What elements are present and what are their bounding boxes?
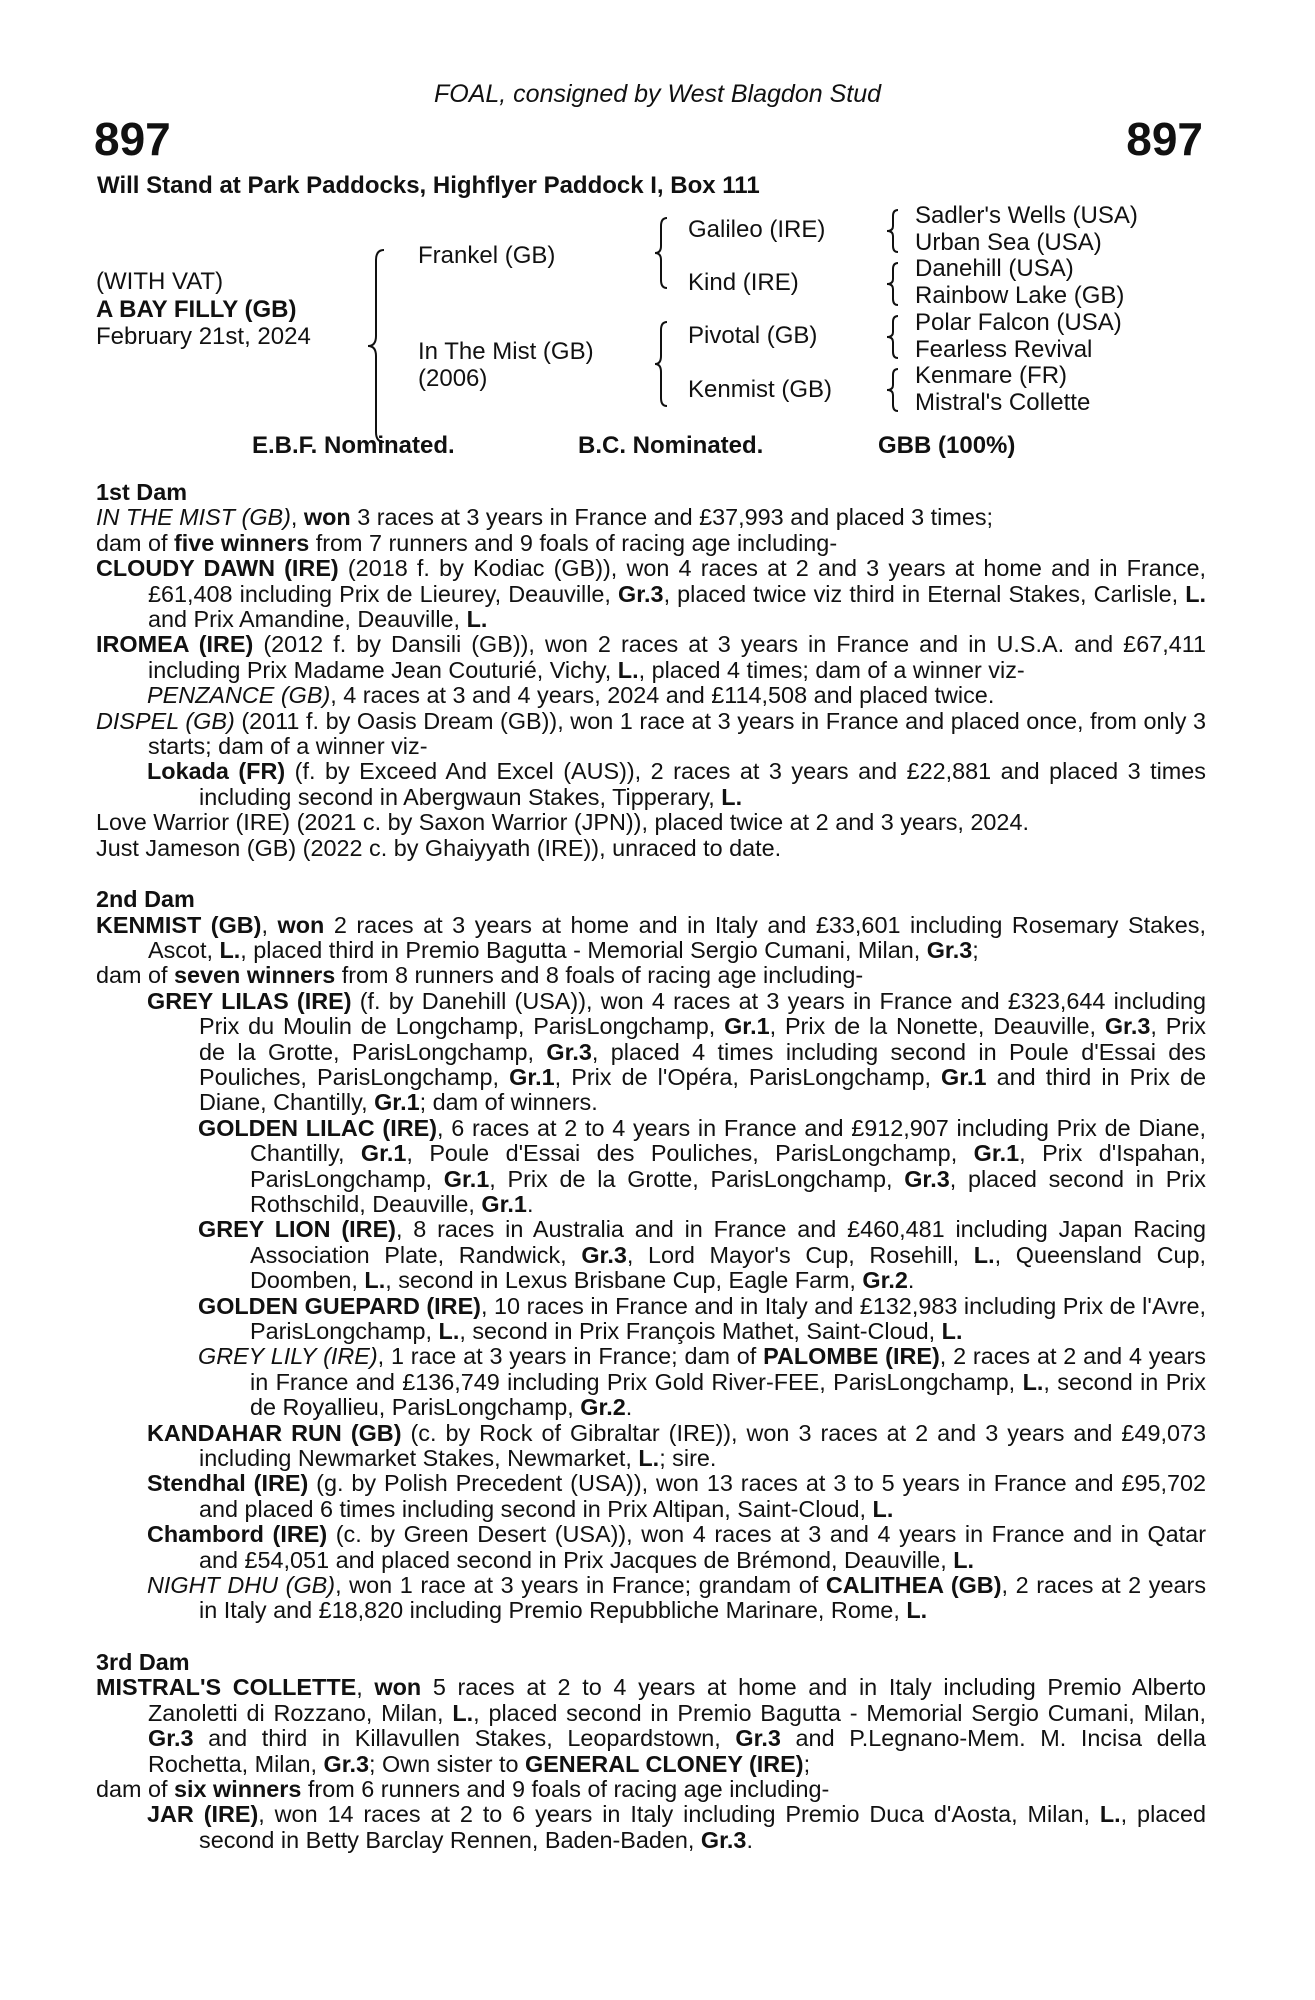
entry-text-run: dam of: [96, 962, 175, 989]
entry-text-run: PENZANCE (GB): [147, 682, 331, 709]
pedigree-entry: [96, 632, 1206, 683]
pedigree-brace-g3: [885, 314, 901, 360]
entry-text-run: Lokada (FR): [147, 758, 286, 785]
entry-text-run: from 7 runners and 9 foals of racing age including-: [309, 529, 838, 556]
entry-text-run: L.: [1099, 1801, 1121, 1828]
section-heading: 3rd Dam: [96, 1648, 190, 1675]
entry-text-run: , second in Prix François Mathet, Saint-Cloud,: [459, 1318, 942, 1344]
entry-text-run: , Prix d'Ispahan, ParisLongchamp,: [250, 1140, 1206, 1192]
entry-text-run: ; Own sister to: [369, 1750, 526, 1777]
pedigree-page-body: [96, 480, 1206, 1853]
entry-text-run: Gr.1: [374, 1089, 420, 1116]
pedigree-brace-g1: [885, 208, 901, 254]
lot-number-left: 897: [94, 113, 171, 165]
entry-text-run: five winners: [174, 529, 310, 556]
entry-text-run: CLOUDY DAWN (IRE): [96, 555, 339, 582]
pedigree-g3: Danehill (USA): [915, 255, 1074, 282]
entry-text-run: , Queensland Cup, Doomben,: [250, 1241, 1206, 1294]
entry-text-run: from 6 runners and 9 foals of racing age including-: [301, 1775, 830, 1802]
pedigree-entry: [96, 505, 1206, 530]
bc-nominated: B.C. Nominated.: [578, 432, 764, 459]
entry-text-run: Gr.1: [443, 1165, 490, 1192]
entry-text-run: L.: [1185, 580, 1206, 607]
pedigree-brace-sire: [653, 216, 671, 290]
entry-text-run: Gr.3: [926, 936, 973, 963]
entry-text-run: Gr.1: [481, 1190, 527, 1217]
entry-text-run: GOLDEN LILAC (IRE): [198, 1114, 437, 1141]
entry-text-run: 2 races at 3 years at home and in Italy and £33,601 including Rosemary Stakes, Ascot,: [148, 911, 1207, 963]
entry-text-run: , placed twice viz third in Eternal Stakes, Carlisle,: [663, 580, 1186, 607]
entry-text-run: GREY LILAS (IRE): [147, 987, 352, 1014]
ebf-nominated: E.B.F. Nominated.: [252, 432, 455, 459]
entry-text-run: Gr.2: [862, 1267, 908, 1294]
pedigree-entry: [96, 531, 1206, 556]
pedigree-entry: [96, 1294, 1206, 1345]
lot-number-right: 897: [1126, 113, 1203, 165]
entry-text-run: , placed third in Premio Bagutta - Memorial Sergio Cumani, Milan,: [240, 936, 927, 963]
pedigree-entry: [96, 709, 1206, 760]
entry-text-run: Gr.3: [700, 1826, 747, 1853]
entry-text-run: L.: [466, 606, 488, 633]
entry-text-run: dam of: [96, 529, 175, 556]
entry-text-run: (2018 f. by Kodiac (GB)), won 4 races at 2 and 3 years at home and in France, £61,408 including Prix de Lieurey, Deauville,: [148, 555, 1206, 607]
entry-text-run: , placed 4 times; dam of a winner viz-: [638, 656, 1025, 683]
entry-text-run: L.: [953, 1546, 974, 1573]
entry-text-run: L.: [941, 1318, 963, 1344]
entry-text-run: , 2 races at 2 years in Italy and £18,820 including Premio Repubbliche Marinare, Rome,: [199, 1572, 1207, 1624]
consignment-line: FOAL, consigned by West Blagdon Stud: [433, 80, 882, 108]
entry-text-run: L.: [1022, 1368, 1044, 1395]
entry-text-run: won: [277, 911, 325, 938]
entry-text-run: (c. by Green Desert (USA)), won 4 races at 3 and 4 years in France and in Qatar and £54,051 and placed second in Prix Jacques de Brémond, Deauville,: [199, 1521, 1206, 1573]
section-heading: 1st Dam: [96, 479, 188, 505]
entry-text-run: , Lord Mayor's Cup, Rosehill,: [626, 1241, 974, 1268]
entry-text-run: Gr.1: [973, 1140, 1020, 1167]
entry-text-run: , won 1 race at 3 years in France; grandam of: [335, 1572, 826, 1599]
entry-text-run: and P.Legnano-Mem. M. Incisa della Rochetta, Milan,: [148, 1725, 1206, 1777]
entry-text-run: GREY LILY (IRE): [198, 1343, 378, 1370]
entry-text-run: Gr.3: [323, 1750, 370, 1777]
entry-text-run: from 8 runners and 8 foals of racing age including-: [335, 962, 864, 989]
entry-text-run: (f. by Danehill (USA)), won 4 races at 3 years in France and £323,644 including Prix du Moulin de Longchamp, ParisLongchamp,: [199, 987, 1206, 1040]
pedigree-entry: [96, 1344, 1206, 1420]
pedigree-entry: [96, 759, 1206, 810]
vat-note: (WITH VAT): [96, 268, 224, 295]
entry-text-run: GREY LION (IRE): [198, 1216, 396, 1243]
entry-text-run: L.: [438, 1318, 460, 1344]
entry-text-run: , Prix de l'Opéra, ParisLongchamp,: [554, 1063, 942, 1090]
entry-text-run: , 4 races at 3 and 4 years, 2024 and £114,508 and placed twice.: [330, 682, 995, 709]
entry-text-run: , placed second in Premio Bagutta - Memorial Sergio Cumani, Milan,: [473, 1699, 1207, 1726]
entry-text-run: ,: [356, 1674, 375, 1701]
entry-text-run: ,: [261, 911, 278, 938]
entry-text-run: .: [526, 1190, 534, 1217]
entry-text-run: Gr.3: [546, 1038, 592, 1065]
entry-text-run: , placed 4 times including second in Poule d'Essai des Pouliches, ParisLongchamp,: [199, 1038, 1207, 1090]
horse-name: A BAY FILLY (GB): [96, 296, 297, 323]
entry-text-run: 3 races at 3 years in France and £37,993 and placed 3 times;: [350, 504, 994, 531]
entry-text-run: Gr.1: [360, 1140, 407, 1167]
entry-text-run: L.: [638, 1445, 660, 1472]
entry-text-run: , 1 race at 3 years in France; dam of: [377, 1343, 764, 1370]
stand-location: Will Stand at Park Paddocks, Highflyer Paddock I, Box 111: [97, 172, 760, 199]
entry-text-run: L.: [721, 783, 743, 810]
entry-text-run: and third in Killavullen Stakes, Leopardstown,: [193, 1725, 736, 1752]
entry-text-run: six winners: [174, 1775, 302, 1802]
entry-text-run: won: [374, 1674, 422, 1701]
entry-text-run: L.: [364, 1267, 386, 1294]
pedigree-sire-dam: Kind (IRE): [688, 269, 799, 296]
entry-text-run: Gr.3: [618, 580, 664, 607]
entry-text-run: .: [746, 1826, 753, 1853]
pedigree-entry: [96, 1471, 1206, 1522]
entry-text-run: (g. by Polish Precedent (USA)), won 13 races at 3 to 5 years in France and £95,702 and placed 6 times including second in Prix Altipan, Saint-Cloud,: [199, 1470, 1207, 1522]
entry-text-run: L.: [452, 1699, 474, 1726]
entry-text-run: CALITHEA (GB): [825, 1572, 1002, 1599]
entry-text-run: , 2 races at 2 and 4 years in France and £136,749 including Prix Gold River-FEE, ParisLongchamp,: [250, 1343, 1206, 1395]
entry-text-run: GENERAL CLONEY (IRE): [525, 1750, 804, 1777]
entry-text-run: , Poule d'Essai des Pouliches, ParisLongchamp,: [406, 1140, 974, 1167]
entry-text-run: KANDAHAR RUN (GB): [147, 1419, 402, 1446]
entry-text-run: MISTRAL'S COLLETTE: [96, 1674, 357, 1701]
entry-text-run: .: [625, 1394, 633, 1421]
gbb-rating: GBB (100%): [878, 432, 1016, 459]
entry-text-run: L.: [617, 656, 639, 683]
pedigree-entry: [96, 1802, 1206, 1853]
pedigree-dam-dam: Kenmist (GB): [688, 376, 833, 403]
entry-text-run: 5 races at 2 to 4 years at home and in Italy including Premio Alberto Zanoletti di Rozzano, Milan,: [148, 1674, 1206, 1726]
entry-text-run: (2012 f. by Dansili (GB)), won 2 races at 3 years in France and in U.S.A. and £67,411 including Prix Madame Jean Couturié, Vichy,: [148, 631, 1206, 683]
entry-text-run: ; dam of winners.: [419, 1089, 598, 1116]
entry-text-run: L.: [219, 936, 241, 963]
entry-text-run: , Prix de la Nonette, Deauville,: [769, 1013, 1105, 1040]
pedigree-g8: Mistral's Collette: [915, 389, 1091, 416]
entry-text-run: IN THE MIST (GB): [96, 504, 291, 531]
pedigree-entry: [96, 1777, 1206, 1802]
pedigree-entry: [96, 1522, 1206, 1573]
entry-text-run: (2011 f. by Oasis Dream (GB)), won 1 race at 3 years in France and placed once, from only 3 starts; dam of a winner viz-: [148, 707, 1206, 760]
entry-text-run: L.: [906, 1597, 928, 1624]
pedigree-brace-main: [366, 246, 390, 446]
pedigree-entry: [96, 1217, 1206, 1293]
pedigree-entry: [96, 1421, 1206, 1472]
pedigree-entry: [96, 963, 1206, 988]
entry-text-run: .: [907, 1267, 915, 1294]
entry-text-run: Gr.3: [904, 1165, 950, 1192]
entry-text-run: , 8 races in Australia and in France and £460,481 including Japan Racing Association Plate, Randwick,: [250, 1216, 1206, 1268]
entry-text-run: and third in Prix de Diane, Chantilly,: [199, 1063, 1206, 1116]
pedigree-entry: [96, 810, 1206, 835]
pedigree-entry: [96, 989, 1206, 1116]
pedigree-entry: [96, 836, 1206, 861]
foaling-date: February 21st, 2024: [96, 323, 311, 350]
entry-text-run: DISPEL (GB): [96, 707, 235, 734]
pedigree-entry: [96, 1675, 1206, 1777]
entry-text-run: , Prix de la Grotte, ParisLongchamp,: [489, 1165, 905, 1192]
entry-text-run: dam of: [96, 1775, 175, 1802]
entry-text-run: Chambord (IRE): [147, 1521, 328, 1548]
entry-text-run: won: [303, 504, 351, 531]
entry-text-run: Love Warrior (IRE) (2021 c. by Saxon Warrior (JPN)), placed twice at 2 and 3 years, 2024.: [96, 809, 1029, 836]
section-heading: 2nd Dam: [96, 886, 195, 913]
entry-text-run: Gr.2: [580, 1394, 626, 1421]
entry-text-run: and Prix Amandine, Deauville,: [148, 606, 467, 633]
entry-text-run: Stendhal (IRE): [147, 1470, 309, 1497]
entry-text-run: , placed second in Prix Rothschild, Deauville,: [250, 1165, 1206, 1217]
entry-text-run: , second in Lexus Brisbane Cup, Eagle Farm,: [385, 1267, 863, 1294]
entry-text-run: Gr.1: [509, 1063, 555, 1090]
pedigree-g1: Sadler's Wells (USA): [915, 202, 1138, 229]
pedigree-dam-sire: Pivotal (GB): [688, 322, 818, 349]
entry-text-run: seven winners: [174, 962, 336, 989]
entry-text-run: JAR (IRE): [147, 1801, 259, 1828]
entry-text-run: NIGHT DHU (GB): [147, 1572, 336, 1599]
entry-text-run: PALOMBE (IRE): [763, 1343, 940, 1370]
pedigree-brace-g4: [885, 367, 901, 413]
entry-text-run: GOLDEN GUEPARD (IRE): [198, 1292, 481, 1319]
pedigree-entry: [96, 1116, 1206, 1218]
entry-text-run: ;: [803, 1750, 811, 1777]
entry-text-run: ,: [290, 504, 304, 531]
entry-text-run: Gr.1: [724, 1013, 770, 1040]
pedigree-entry: [96, 556, 1206, 632]
pedigree-g6: Fearless Revival: [915, 336, 1093, 363]
pedigree-g7: Kenmare (FR): [915, 362, 1068, 389]
entry-text-run: , placed second in Betty Barclay Rennen, Baden-Baden,: [199, 1801, 1206, 1853]
entry-text-run: Gr.3: [581, 1241, 627, 1268]
pedigree-brace-dam: [653, 320, 671, 408]
entry-text-run: ; sire.: [659, 1445, 717, 1472]
entry-text-run: , won 14 races at 2 to 6 years in Italy including Premio Duca d'Aosta, Milan,: [258, 1801, 1100, 1828]
entry-text-run: ;: [972, 936, 979, 963]
entry-text-run: (f. by Exceed And Excel (AUS)), 2 races at 3 years and £22,881 and placed 3 times including second in Abergwaun Stakes, Tipperary,: [199, 758, 1206, 810]
pedigree-g4: Rainbow Lake (GB): [915, 282, 1125, 309]
pedigree-sire: Frankel (GB): [418, 242, 556, 269]
entry-text-run: , Prix de la Grotte, ParisLongchamp,: [199, 1013, 1206, 1065]
pedigree-dam: In The Mist (GB): [418, 338, 594, 365]
pedigree-sire-sire: Galileo (IRE): [688, 216, 826, 243]
entry-text-run: Just Jameson (GB) (2022 c. by Ghaiyyath (IRE)), unraced to date.: [96, 834, 782, 861]
entry-text-run: Gr.3: [735, 1725, 781, 1752]
entry-text-run: Gr.3: [148, 1725, 194, 1752]
entry-text-run: IROMEA (IRE): [96, 631, 254, 658]
pedigree-entry: [96, 1573, 1206, 1624]
pedigree-dam-year: (2006): [418, 365, 488, 392]
pedigree-g2: Urban Sea (USA): [915, 229, 1102, 256]
pedigree-entry: [96, 913, 1206, 964]
entry-text-run: KENMIST (GB): [96, 911, 262, 938]
entry-text-run: , 6 races at 2 to 4 years in France and £912,907 including Prix de Diane, Chantilly,: [250, 1114, 1206, 1167]
pedigree-brace-g2: [885, 261, 901, 307]
pedigree-g5: Polar Falcon (USA): [915, 309, 1122, 336]
pedigree-entry: [96, 683, 1206, 708]
entry-text-run: (c. by Rock of Gibraltar (IRE)), won 3 races at 2 and 3 years and £49,073 including Newmarket Stakes, Newmarket,: [199, 1419, 1206, 1472]
entry-text-run: Gr.1: [941, 1063, 987, 1090]
entry-text-run: Gr.3: [1104, 1013, 1151, 1040]
entry-text-run: L.: [872, 1495, 894, 1522]
entry-text-run: , second in Prix de Royallieu, ParisLongchamp,: [250, 1368, 1206, 1421]
entry-text-run: L.: [973, 1241, 995, 1268]
entry-text-run: , 10 races in France and in Italy and £132,983 including Prix de l'Avre, ParisLongchamp,: [250, 1292, 1206, 1344]
